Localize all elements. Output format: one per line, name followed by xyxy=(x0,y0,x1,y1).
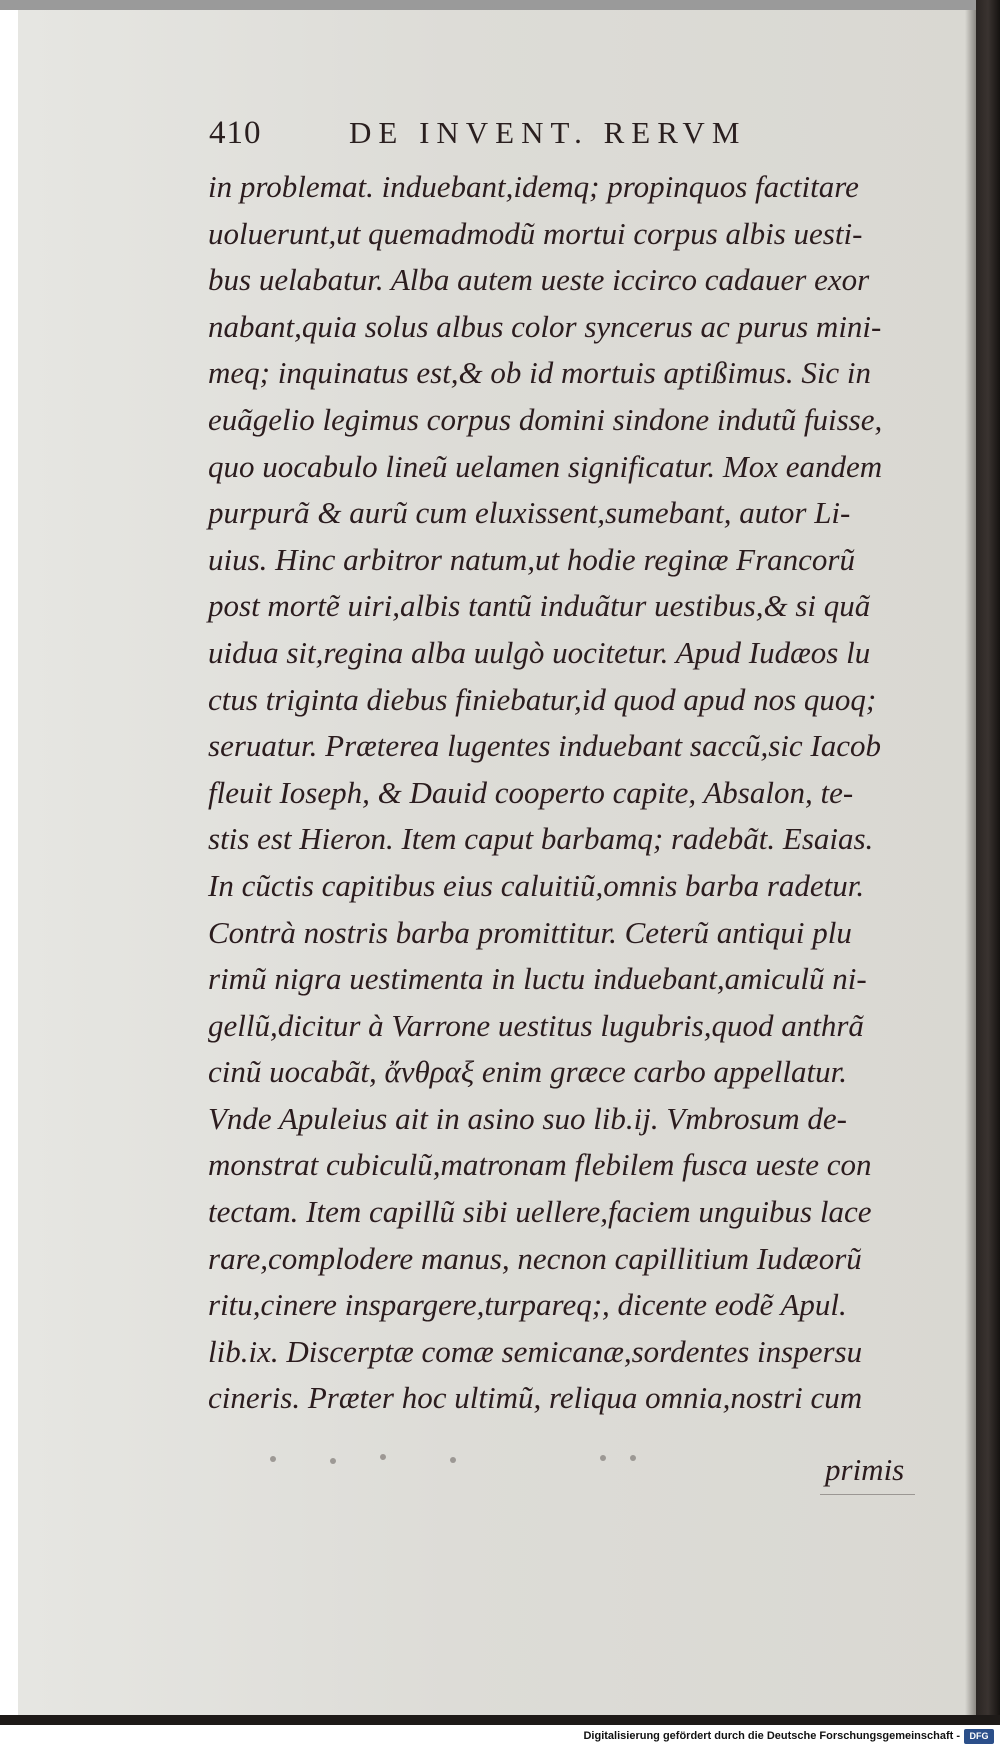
text-line: quo uocabulo lineũ uelamen significatur. Mox eandem xyxy=(208,448,883,484)
ink-speck xyxy=(330,1458,336,1464)
ink-speck xyxy=(450,1457,456,1463)
text-line: ctus triginta diebus finiebatur,id quod apud nos quoq; xyxy=(208,681,877,717)
dfg-logo: DFG xyxy=(964,1729,994,1744)
book-spine-edge xyxy=(976,0,1000,1751)
ink-speck xyxy=(600,1455,606,1461)
text-line: meq; inquinatus est,& ob id mortuis aptißimus. Sic in xyxy=(208,355,872,391)
text-line: uoluerunt,ut quemadmodũ mortui corpus albis uesti- xyxy=(208,215,863,251)
body-text xyxy=(208,164,930,1422)
text-line: bus uelabatur. Alba autem ueste iccirco cadauer exor xyxy=(208,262,870,298)
text-line: In cũctis capitibus eius caluitiũ,omnis barba radetur. xyxy=(208,867,865,903)
scan-footer xyxy=(0,1725,1000,1751)
page-number: 410 xyxy=(209,115,262,151)
page-header xyxy=(209,115,859,161)
funding-credit: Digitalisierung gefördert durch die Deutsche Forschungsgemeinschaft - xyxy=(583,1730,960,1742)
text-line: uius. Hinc arbitror natum,ut hodie reginæ Francorũ xyxy=(208,541,855,577)
text-line: monstrat cubiculũ,matronam flebilem fusca ueste con xyxy=(208,1147,872,1183)
scan-bottom-border xyxy=(0,1715,1000,1725)
running-head: DE INVENT. RERVM xyxy=(349,115,747,150)
ink-speck xyxy=(380,1454,386,1460)
show-through-marks xyxy=(270,1448,710,1468)
text-line: gellũ,dicitur à Varrone uestitus lugubris,quod anthrã xyxy=(208,1007,864,1043)
ink-speck xyxy=(270,1456,276,1462)
text-line: cinũ uocabãt, ἄνθραξ enim græce carbo appellatur. xyxy=(208,1054,847,1090)
text-line: purpurã & aurũ cum eluxissent,sumebant, autor Li- xyxy=(208,495,851,531)
scan-top-border xyxy=(0,0,1000,10)
text-line: rare,complodere manus, necnon capillitium Iudæorũ xyxy=(208,1240,862,1276)
text-line: seruatur. Præterea lugentes induebant saccũ,sic Iacob xyxy=(208,728,881,764)
text-line: rimũ nigra uestimenta in luctu induebant,amiculũ ni- xyxy=(208,961,867,997)
text-line: nabant,quia solus albus color syncerus ac purus mini- xyxy=(208,308,882,344)
text-line: uidua sit,regina alba uulgò uocitetur. Apud Iudæos lu xyxy=(208,634,871,670)
text-line: stis est Hieron. Item caput barbamq; radebãt. Esaias. xyxy=(208,821,874,857)
text-line: fleuit Ioseph, & Dauid cooperto capite, Absalon, te- xyxy=(208,774,854,810)
ink-speck xyxy=(630,1455,636,1461)
catchword-rule xyxy=(820,1494,915,1495)
text-line: tectam. Item capillũ sibi uellere,faciem unguibus lace xyxy=(208,1194,872,1230)
catchword: primis xyxy=(825,1452,905,1487)
text-line: post mortẽ uiri,albis tantũ induãtur uestibus,& si quã xyxy=(208,588,871,624)
text-line: in problemat. induebant,idemq; propinquos factitare xyxy=(208,169,859,204)
text-line: euãgelio legimus corpus domini sindone indutũ fuisse, xyxy=(208,401,883,437)
text-line: lib.ix. Discerptæ comæ semicanæ,sordentes inspersu xyxy=(208,1333,863,1369)
text-line: ritu,cinere inspargere,turpareq;, dicente eodẽ Apul. xyxy=(208,1287,847,1323)
text-line: Vnde Apuleius ait in asino suo lib.ij. Vmbrosum de- xyxy=(208,1100,847,1136)
text-line: cineris. Præter hoc ultimũ, reliqua omnia,nostri cum xyxy=(208,1380,863,1416)
text-line: Contrà nostris barba promittitur. Ceterũ antiqui plu xyxy=(208,914,852,950)
